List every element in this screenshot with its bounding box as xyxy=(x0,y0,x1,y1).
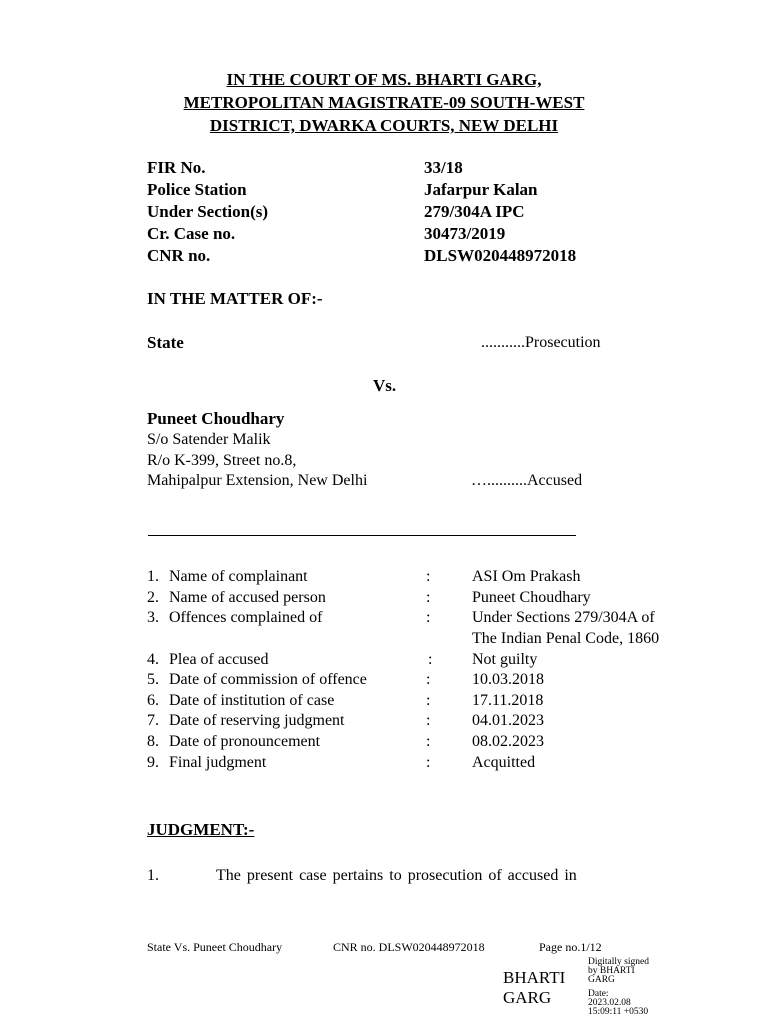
police-station-value: Jafarpur Kalan xyxy=(424,180,538,199)
versus-label: Vs. xyxy=(373,376,397,395)
footer-cnr: CNR no. DLSW020448972018 xyxy=(333,940,485,954)
summary-num: 7. xyxy=(147,712,159,729)
summary-num: 9. xyxy=(147,754,159,771)
signature-meta-line: by BHARTI xyxy=(588,966,635,976)
summary-label: Plea of accused xyxy=(169,651,269,668)
summary-value: 04.01.2023 xyxy=(472,712,544,729)
summary-label: Date of commission of offence xyxy=(169,671,367,688)
summary-num: 4. xyxy=(147,651,159,668)
summary-sep: : xyxy=(428,651,433,668)
summary-label: Date of institution of case xyxy=(169,692,335,709)
summary-sep: : xyxy=(426,712,431,729)
accused-address-line-1: R/o K-399, Street no.8, xyxy=(147,452,297,469)
fir-label: FIR No. xyxy=(147,158,206,177)
court-title-line-2: METROPOLITAN MAGISTRATE-09 SOUTH-WEST xyxy=(183,93,585,112)
summary-sep: : xyxy=(426,609,431,626)
summary-label: Offences complained of xyxy=(169,609,323,626)
summary-num: 6. xyxy=(147,692,159,709)
summary-num: 3. xyxy=(147,609,159,626)
court-title-line-1: IN THE COURT OF MS. BHARTI GARG, xyxy=(226,70,542,89)
case-no-value: 30473/2019 xyxy=(424,224,506,243)
case-no-label: Cr. Case no. xyxy=(147,224,236,243)
summary-num: 1. xyxy=(147,568,159,585)
summary-sep: : xyxy=(426,671,431,688)
section-label: Under Section(s) xyxy=(147,202,269,221)
summary-num: 5. xyxy=(147,671,159,688)
summary-label: Date of reserving judgment xyxy=(169,712,345,729)
accused-name: Puneet Choudhary xyxy=(147,409,285,428)
summary-label: Name of accused person xyxy=(169,589,326,606)
summary-value: 08.02.2023 xyxy=(472,733,544,750)
summary-sep: : xyxy=(426,692,431,709)
summary-sep: : xyxy=(426,733,431,750)
summary-value: Not guilty xyxy=(472,651,538,668)
signature-name-line-1: BHARTI xyxy=(503,968,566,987)
judgment-heading: JUDGMENT:- xyxy=(147,820,255,839)
summary-value: Puneet Choudhary xyxy=(472,589,591,606)
summary-value: 17.11.2018 xyxy=(472,692,544,709)
accused-parentage: S/o Satender Malik xyxy=(147,431,271,448)
signature-meta-line: 2023.02.08 xyxy=(588,998,631,1008)
summary-value: 10.03.2018 xyxy=(472,671,544,688)
cnr-value: DLSW020448972018 xyxy=(424,246,577,265)
state-label: State xyxy=(147,333,184,352)
summary-num: 2. xyxy=(147,589,159,606)
judgment-para-number: 1. xyxy=(147,867,159,884)
footer-page-number: Page no.1/12 xyxy=(539,940,602,954)
section-value: 279/304A IPC xyxy=(424,202,525,221)
summary-value: Under Sections 279/304A of xyxy=(472,609,655,626)
summary-num: 8. xyxy=(147,733,159,750)
summary-label: Date of pronouncement xyxy=(169,733,321,750)
summary-label: Name of complainant xyxy=(169,568,308,585)
separator-line xyxy=(148,535,576,536)
signature-meta-line: Date: xyxy=(588,989,609,999)
cnr-label: CNR no. xyxy=(147,246,211,265)
accused-tag: …..........Accused xyxy=(471,472,583,489)
judgment-para-text: The present case pertains to prosecution of accused in xyxy=(216,867,577,884)
summary-value: ASI Om Prakash xyxy=(472,568,581,585)
signature-meta-line: 15:09:11 +0530 xyxy=(588,1007,649,1017)
footer-case-title: State Vs. Puneet Choudhary xyxy=(147,940,283,954)
court-title-line-3: DISTRICT, DWARKA COURTS, NEW DELHI xyxy=(209,116,559,135)
summary-value: Acquitted xyxy=(472,754,536,771)
fir-value: 33/18 xyxy=(424,158,463,177)
police-station-label: Police Station xyxy=(147,180,247,199)
signature-name-line-2: GARG xyxy=(503,988,552,1007)
prosecution-label: ...........Prosecution xyxy=(481,334,601,351)
signature-meta-line: GARG xyxy=(588,975,615,985)
signature-meta-line: Digitally signed xyxy=(588,957,649,967)
summary-sep: : xyxy=(426,589,431,606)
summary-label: Final judgment xyxy=(169,754,267,771)
summary-sep: : xyxy=(426,754,431,771)
matter-heading: IN THE MATTER OF:- xyxy=(147,289,323,308)
summary-sep: : xyxy=(426,568,431,585)
summary-value-continued: The Indian Penal Code, 1860 xyxy=(472,630,660,647)
accused-address-line-2: Mahipalpur Extension, New Delhi xyxy=(147,472,368,489)
